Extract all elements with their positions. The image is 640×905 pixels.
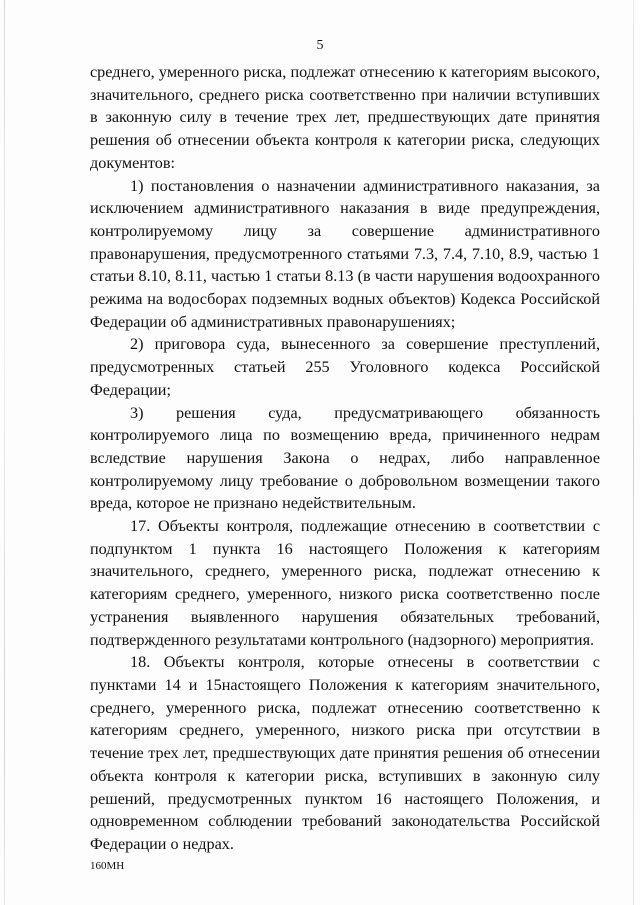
paragraph-continuation: среднего, умеренного риска, подлежат отнесению к категориям высокого, значительного, среднего риска соответственно при наличии вступивших в законную силу в течение трех лет, предшествующих дате принятия решения об отнесении объекта контроля к категории риска, следующих документов: <box>90 63 600 172</box>
scan-edge-left <box>4 0 5 905</box>
footer-document-code: 160МН <box>90 860 125 872</box>
paragraph-clause-17: 17. Объекты контроля, подлежащие отнесению в соответствии с подпунктом 1 пункта 16 настоящего Положения к категориям значительного, среднего, умеренного риска, подлежат отнесению к категориям среднего, умеренного, низкого риска соответственно после устранения выявленного нарушения обязательных требований, подтвержденного результатами контрольного (надзорного) мероприятия. <box>90 517 600 649</box>
paragraph-item-3: 3) решения суда, предусматривающего обязанность контролируемого лица по возмещению вреда, причиненного недрам вследствие нарушения Закона о недрах, либо направленное контролируемому лицу требование о добровольном возмещении такого вреда, которое не признано недействительным. <box>90 403 600 513</box>
scan-edge-right <box>633 0 634 905</box>
paragraph-item-2: 2) приговора суда, вынесенного за совершение преступлений, предусмотренных статьей 255 Уголовного кодекса Российской Федерации; <box>90 335 600 399</box>
paragraph-clause-18: 18. Объекты контроля, которые отнесены в соответствии с пунктами 14 и 15настоящего Положения к категориям значительного, среднего, умеренного риска, подлежат отнесению соответственно к категориям среднего, умеренного, низкого риска при отсутствии в течение трех лет, предшествующих дате принятия решения об отнесении объекта контроля к категории риска, вступивших в законную силу решений, предусмотренных пунктом 16 настоящего Положения, и одновременном соблюдении требований законодательства Российской Федерации о недрах. <box>90 653 600 853</box>
page-number: 5 <box>316 38 324 53</box>
paragraph-item-1: 1) постановления о назначении административного наказания, за исключением административного наказания в виде предупреждения, контролируемому лицу за совершение административного правонарушения, предусмотренного статьями 7.3, 7.4, 7.10, 8.9, частью 1 статьи 8.10, 8.11, частью 1 статьи 8.13 (в части нарушения водоохранного режима на водосборах подземных водных объектов) Кодекса Российской Федерации об административных правонарушениях; <box>90 176 600 331</box>
document-body <box>90 61 600 856</box>
